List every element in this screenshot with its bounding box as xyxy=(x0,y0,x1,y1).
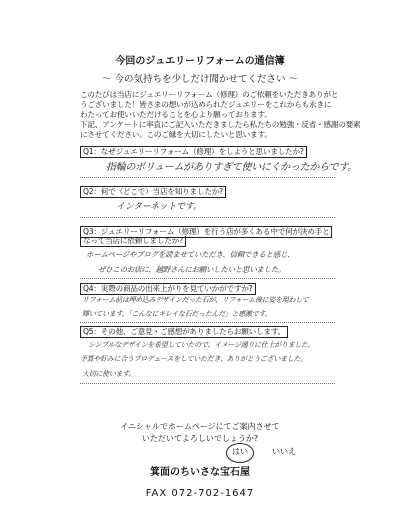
consent-no-option[interactable]: いいえ xyxy=(272,447,296,456)
answer-line-divider xyxy=(80,322,335,323)
question-5-label: Q5：その他、ご意見・ご感想がありましたらお願いします。 xyxy=(80,326,288,338)
consent-yes-option[interactable]: はい xyxy=(232,447,248,456)
answer-5-line: シンプルなデザインを希望していたので、イメージ通りに仕上がりました。 xyxy=(88,341,315,349)
question-1-label: Q1：なぜジュエリーリフォーム（修理）をしようと思いましたか? xyxy=(80,146,307,158)
answer-3-line: ホームページやブログを読ませていただき、信頼できると感じ、 xyxy=(86,250,295,259)
answer-line-divider xyxy=(80,217,335,218)
intro-line: わたってお使いいただけることを心より願っております。 xyxy=(80,110,272,119)
page-subtitle: 〜 今の気持ちを少しだけ聞かせてください 〜 xyxy=(101,74,299,85)
question-3-label: Q3：ジュエリーリフォーム（修理）を行う店が多くある中で何が決め手と xyxy=(80,226,332,238)
answer-line-divider xyxy=(80,177,335,178)
consent-question: イニシャルでホームページにてご案内させて xyxy=(120,422,280,431)
answer-line-divider xyxy=(80,383,335,384)
answer-5-line: 大切に使います。 xyxy=(82,370,136,378)
answer-4-line: 輝いています。「こんなにキレイな石だったんだ」と感激です。 xyxy=(82,310,272,318)
answer-line-divider xyxy=(80,278,335,279)
intro-line: このたびは当店にジュエリーリフォーム（修理）のご依頼をいただきありがと xyxy=(80,90,339,99)
intro-line: にさせてください。このご縁を大切にしたいと思います。 xyxy=(80,130,272,139)
answer-2-line: インターネットです。 xyxy=(116,202,202,212)
answer-1-line: 指輪のボリュームがありすぎて使いにくかったからです。 xyxy=(106,162,357,173)
question-3-label-continued: なって当店に依頼しましたか? xyxy=(80,236,186,247)
consent-question-continued: いただいてよろしいでしょうか? xyxy=(141,434,259,443)
answer-4-line: リフォーム前は埋め込みデザインだった石が、リフォーム後に姿を現わして xyxy=(82,296,309,304)
question-4-label: Q4：実際の商品の出来上がりを見ていかがですか? xyxy=(80,283,256,295)
answer-5-line: 予算や好みに合うプロデュースをしていただき、ありがとうございました。 xyxy=(80,355,307,363)
intro-line: 下記、アンケートに率直にご記入いただきましたら私たちの勉強・反省・感謝の要素 xyxy=(80,120,361,129)
page-title: 今回のジュエリーリフォームの通信簿 xyxy=(115,56,285,67)
fax-number: FAX 072-702-1647 xyxy=(145,488,255,499)
answer-3-line: ぜひこのお店に、越野さんにお願いしたいと思いました。 xyxy=(98,265,286,274)
shop-name: 箕面のちいさな宝石屋 xyxy=(150,467,250,478)
question-2-label: Q2：何で（どこで）当店を知りましたか? xyxy=(80,186,226,198)
intro-line: うございました！皆さまの想いが込められたジュエリーをこれからも永きに xyxy=(80,100,332,109)
